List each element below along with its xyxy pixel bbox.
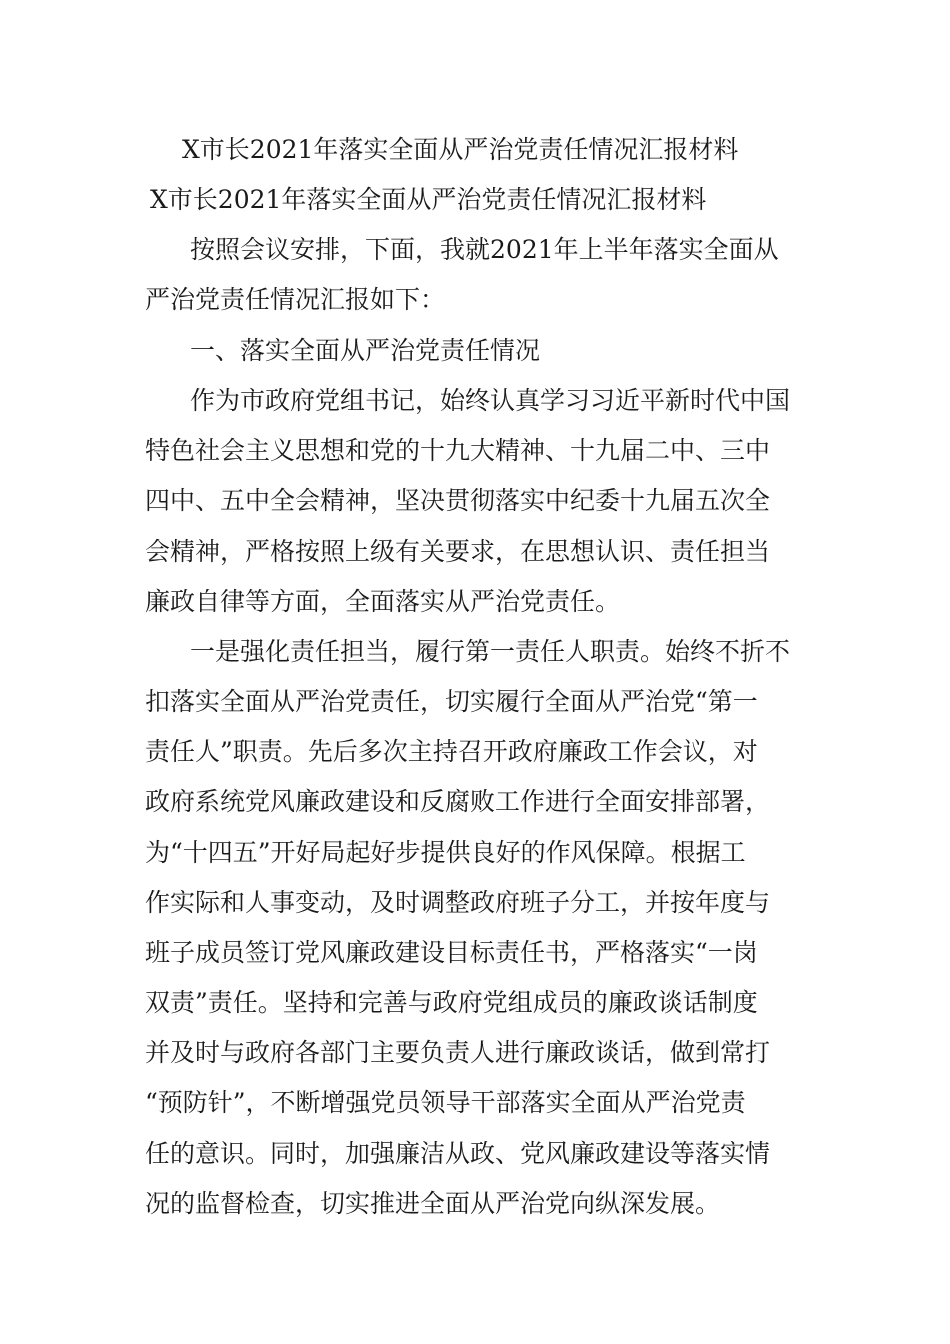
document-subtitle: X市长2021年落实全面从严治党责任情况汇报材料 <box>150 185 707 214</box>
paragraph-2-line: 任的意识。同时，加强廉洁从政、党风廉政建设等落实情 <box>145 1139 771 1168</box>
paragraph-2-line: 一是强化责任担当，履行第一责任人职责。始终不折不 <box>190 637 791 666</box>
paragraph-2-line: 双责”责任。坚持和完善与政府党组成员的廉政谈话制度 <box>145 988 758 1017</box>
paragraph-1-line: 作为市政府党组书记，始终认真学习习近平新时代中国 <box>190 386 791 415</box>
document-title: X市长2021年落实全面从严治党责任情况汇报材料 <box>182 135 739 164</box>
paragraph-2-line: 作实际和人事变动，及时调整政府班子分工，并按年度与 <box>145 888 771 917</box>
paragraph-2-line: 并及时与政府各部门主要负责人进行廉政谈话，做到常打 <box>145 1038 771 1067</box>
intro-line: 按照会议安排，下面，我就2021年上半年落实全面从 <box>190 235 779 264</box>
paragraph-2-line: 为“十四五”开好局起好步提供良好的作风保障。根据工 <box>145 838 746 867</box>
paragraph-1-line: 特色社会主义思想和党的十九大精神、十九届二中、三中 <box>145 436 771 465</box>
paragraph-2-line: 班子成员签订党风廉政建设目标责任书，严格落实“一岗 <box>145 938 758 967</box>
paragraph-1-line: 廉政自律等方面，全面落实从严治党责任。 <box>145 587 621 616</box>
paragraph-2-line: 责任人”职责。先后多次主持召开政府廉政工作会议，对 <box>145 737 758 766</box>
paragraph-1-line: 会精神，严格按照上级有关要求，在思想认识、责任担当 <box>145 537 771 566</box>
paragraph-1-line: 四中、五中全会精神，坚决贯彻落实中纪委十九届五次全 <box>145 486 771 515</box>
paragraph-2-line: 政府系统党风廉政建设和反腐败工作进行全面安排部署， <box>145 787 771 816</box>
intro-line: 严治党责任情况汇报如下： <box>145 285 446 314</box>
section-heading: 一、落实全面从严治党责任情况 <box>190 336 541 365</box>
paragraph-2-line: “预防针”，不断增强党员领导干部落实全面从严治党责 <box>145 1088 746 1117</box>
paragraph-2-line: 扣落实全面从严治党责任，切实履行全面从严治党“第一 <box>145 687 758 716</box>
paragraph-2-line: 况的监督检查，切实推进全面从严治党向纵深发展。 <box>145 1189 721 1218</box>
